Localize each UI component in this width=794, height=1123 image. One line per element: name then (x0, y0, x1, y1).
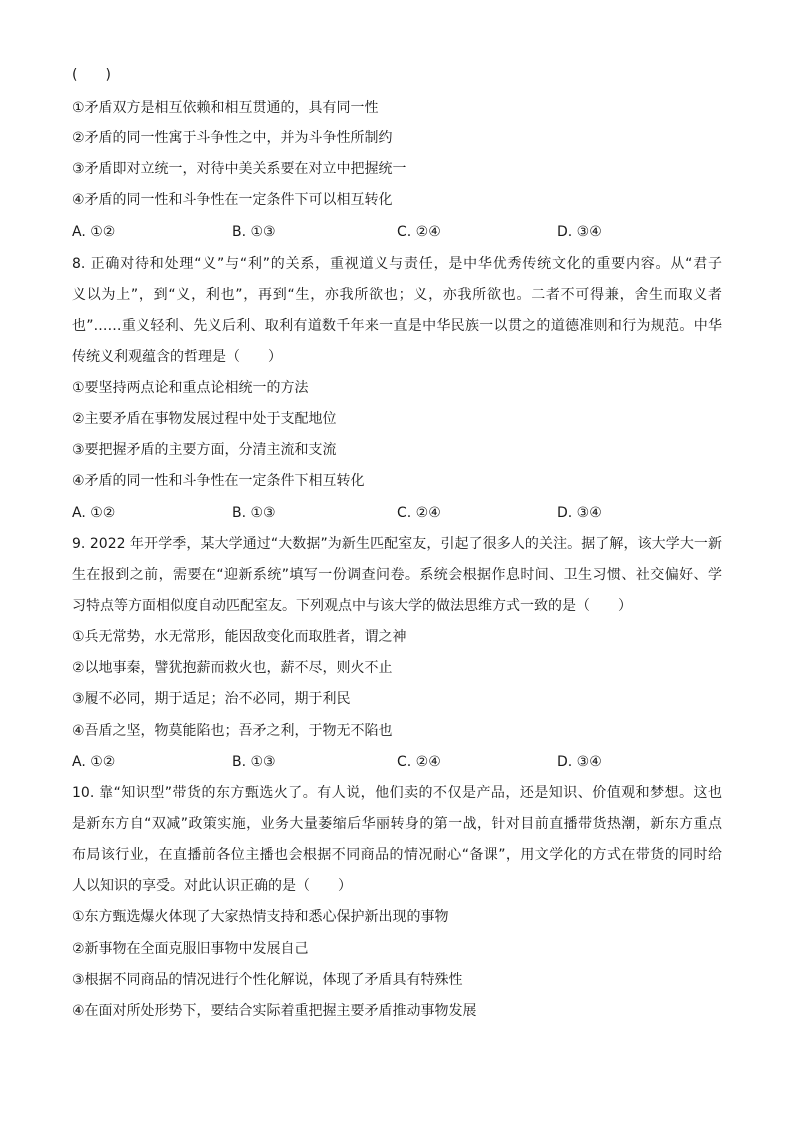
q10-statement-1: ①东方甄选爆火体现了大家热情支持和悉心保护新出现的事物 (72, 909, 449, 925)
q8-option-c: C. ②④ (397, 505, 441, 521)
q7-option-b: B. ①③ (232, 224, 276, 240)
q8-statement-2: ②主要矛盾在事物发展过程中处于支配地位 (72, 411, 337, 427)
q7-statement-2: ②矛盾的同一性寓于斗争性之中，并为斗争性所制约 (72, 130, 393, 146)
q9-option-a: A. ①② (72, 754, 116, 770)
q8-option-d: D. ③④ (557, 505, 602, 521)
q7-statement-3: ③矛盾即对立统一，对待中美关系要在对立中把握统一 (72, 161, 407, 177)
q7-option-c: C. ②④ (397, 224, 441, 240)
q9-statement-4: ④吾盾之坚，物莫能陷也；吾矛之利，于物无不陷也 (72, 723, 393, 739)
q9-option-d: D. ③④ (557, 754, 602, 770)
q7-statement-4: ④矛盾的同一性和斗争性在一定条件下可以相互转化 (72, 192, 393, 208)
q9-stem-line-1: 9. 2022 年开学季，某大学通过“大数据”为新生匹配室友，引起了很多人的关注。据了解，该大学大一新 (72, 536, 722, 552)
q8-statement-1: ①要坚持两点论和重点论相统一的方法 (72, 380, 309, 396)
q10-stem-line-1: 10. 靠“知识型”带货的东方甄选火了。有人说，他们卖的不仅是产品，还是知识、价值观和梦想。这也 (72, 785, 722, 801)
q7-answer-paren: ( ) (72, 67, 111, 83)
q9-stem-line-2: 生在报到之前，需要在“迎新系统”填写一份调查问卷。系统会根据作息时间、卫生习惯、社交偏好、学 (72, 567, 722, 583)
q10-stem-line-3: 布局该行业，在直播前各位主播也会根据不同商品的情况耐心“备课”，用文学化的方式在带货的同时给 (72, 847, 722, 863)
q8-stem-line-3: 也”……重义轻利、先义后利、取利有道数千年来一直是中华民族一以贯之的道德准则和行为规范。中华 (72, 318, 722, 334)
q9-statement-3: ③履不必同，期于适足；治不必同，期于利民 (72, 691, 351, 707)
q9-statement-2: ②以地事秦，譬犹抱薪而救火也，薪不尽，则火不止 (72, 660, 393, 676)
q9-statement-1: ①兵无常势，水无常形，能因敌变化而取胜者，谓之神 (72, 629, 407, 645)
q10-statement-2: ②新事物在全面克服旧事物中发展自己 (72, 941, 309, 957)
q10-stem-line-2: 是新东方自“双减”政策实施，业务大量萎缩后华丽转身的第一战，针对目前直播带货热潮，新东方重点 (72, 816, 722, 832)
q10-stem-line-4: 人以知识的享受。对此认识正确的是（ ） (72, 878, 352, 894)
q8-stem-line-4: 传统义利观蕴含的哲理是（ ） (72, 349, 282, 365)
q8-option-b: B. ①③ (232, 505, 276, 521)
q7-statement-1: ①矛盾双方是相互依赖和相互贯通的，具有同一性 (72, 100, 379, 116)
q8-option-a: A. ①② (72, 505, 116, 521)
q8-stem-line-1: 8. 正确对待和处理“义”与“利”的关系，重视道义与责任，是中华优秀传统文化的重要内容。从“君子 (72, 256, 722, 272)
q10-statement-3: ③根据不同商品的情况进行个性化解说，体现了矛盾具有特殊性 (72, 972, 463, 988)
q8-statement-4: ④矛盾的同一性和斗争性在一定条件下相互转化 (72, 473, 365, 489)
q9-stem-line-3: 习特点等方面相似度自动匹配室友。下列观点中与该大学的做法思维方式一致的是（ ） (72, 598, 632, 614)
q8-statement-3: ③要把握矛盾的主要方面，分清主流和支流 (72, 442, 337, 458)
q9-option-b: B. ①③ (232, 754, 276, 770)
q9-option-c: C. ②④ (397, 754, 441, 770)
q10-statement-4: ④在面对所处形势下，要结合实际着重把握主要矛盾推动事物发展 (72, 1003, 477, 1019)
q8-stem-line-2: 义以为上”，到“义，利也”，再到“生，亦我所欲也；义，亦我所欲也。二者不可得兼，舍生而取义者 (72, 287, 722, 303)
q7-option-a: A. ①② (72, 224, 116, 240)
q7-option-d: D. ③④ (557, 224, 602, 240)
